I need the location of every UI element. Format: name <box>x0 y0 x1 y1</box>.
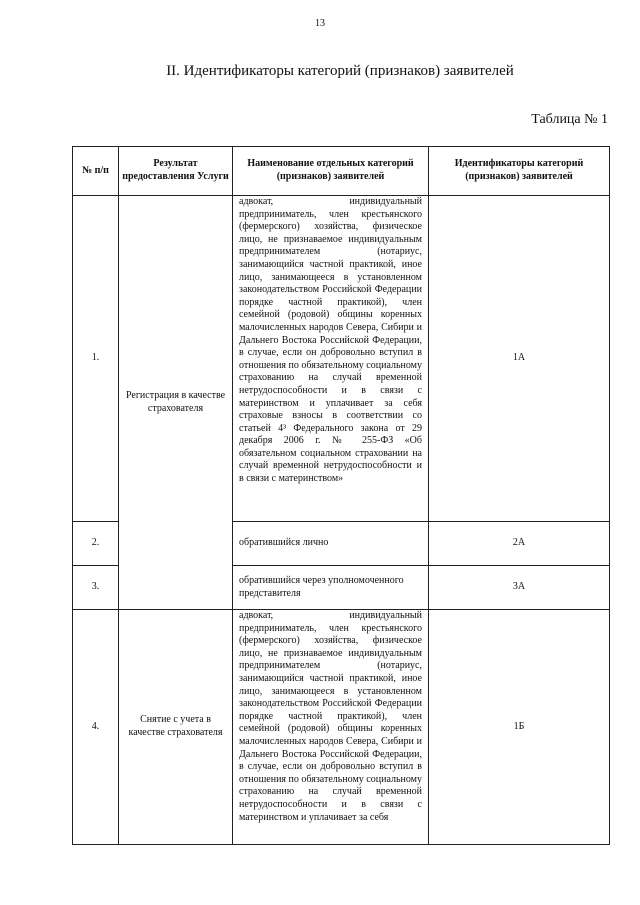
table-caption: Таблица № 1 <box>531 112 608 127</box>
identifiers-table <box>72 146 610 845</box>
table-row <box>73 196 610 522</box>
category-cell <box>233 610 429 845</box>
category-cell: обратившийся лично <box>233 522 429 566</box>
identifier-cell: 2А <box>429 522 610 566</box>
identifier-cell: 1А <box>429 196 610 522</box>
header-number: № п/п <box>73 147 119 196</box>
header-result: Результат предоставления Услуги <box>119 147 233 196</box>
header-identifier: Идентификаторы категорий (признаков) заявителей <box>429 147 610 196</box>
result-deregistration: Снятие с учета в качестве страхователя <box>119 610 233 845</box>
category-cell: обратившийся через уполномоченного представителя <box>233 566 429 610</box>
row-number: 2. <box>73 522 119 566</box>
identifier-cell: 3А <box>429 566 610 610</box>
identifier-cell: 1Б <box>429 610 610 845</box>
table-header-row <box>73 147 610 196</box>
row-number: 3. <box>73 566 119 610</box>
row-number: 4. <box>73 610 119 845</box>
category-text: адвокат, индивидуальный предприниматель, член крестьянского (фермерского) хозяйства, физическое лицо, не признаваемое индивидуальным предпринимателем (нотариус, занимающийся частной практикой, иное лицо, занимающееся в установленном законодательством Российской Федерации порядке частной практикой), член семейной (родовой) общины коренных малочисленных народов Севера, Сибири и Дальнего Востока Российской Федерации, в случае, если он добровольно вступил в отношения по обязательному социальному страхованию на случай временной нетрудоспособности и в связи с материнством и уплачивает за себя <box>239 610 422 823</box>
section-title: II. Идентификаторы категорий (признаков) заявителей <box>166 63 514 79</box>
row-number: 1. <box>73 196 119 522</box>
header-category: Наименование отдельных категорий (признаков) заявителей <box>233 147 429 196</box>
result-registration: Регистрация в качестве страхователя <box>119 196 233 610</box>
category-cell: адвокат, индивидуальный предприниматель, член крестьянского (фермерского) хозяйства, физическое лицо, не признаваемое индивидуальным предпринимателем (нотариус, занимающийся частной практикой, иное лицо, занимающееся в установленном законодательством Российской Федерации порядке частной практикой), член семейной (родовой) общины коренных малочисленных народов Севера, Сибири и Дальнего Востока Российской Федерации, в случае, если он добровольно вступил в отношения по обязательному социальному страхованию на случай временной нетрудоспособности и в связи с материнством и уплачивает за себя страховые взносы в соответствии со статьей 4³ Федерального закона от 29 декабря 2006 г. № 255-ФЗ «Об обязательном социальном страховании на случай временной нетрудоспособности и в связи с материнством» <box>233 196 429 522</box>
table-row <box>73 610 610 845</box>
page-number: 13 <box>315 18 325 29</box>
